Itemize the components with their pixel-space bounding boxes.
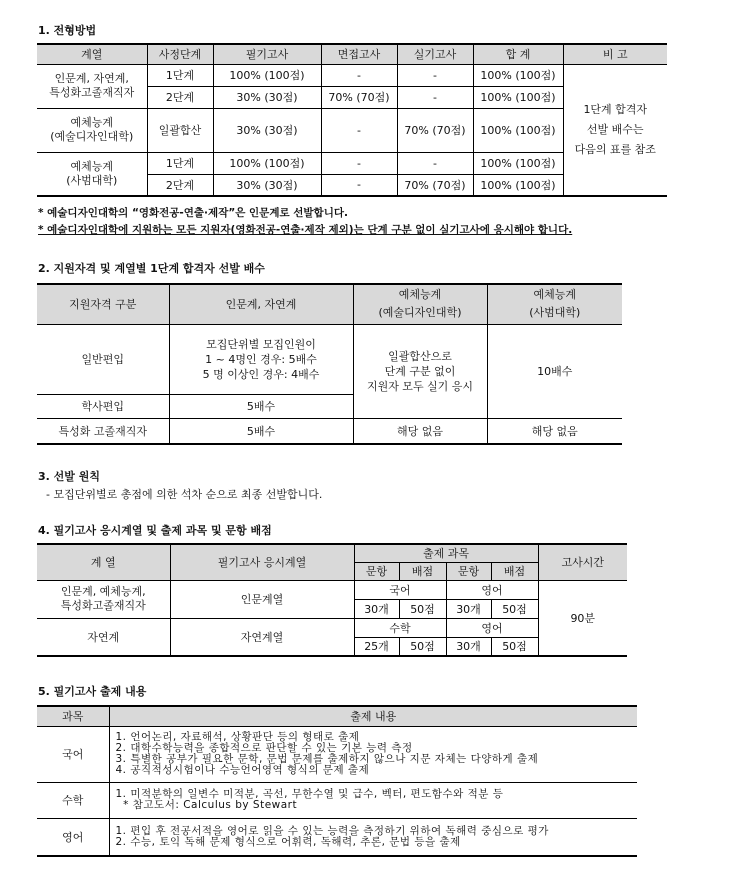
interview-cell: - [321,64,397,86]
section-5-heading: 5. 필기고사 출제 내용 [38,685,147,698]
edu-cell: 해당 없음 [487,418,622,444]
subject-cell: 영어 [446,618,538,637]
stage-cell: 일괄합산 [147,108,213,152]
interview-cell: 70% (70점) [321,86,397,108]
score-cell: 50점 [491,599,538,618]
total-cell: 100% (100점) [473,86,563,108]
art-merged-cell: 일괄합산으로 단계 구분 없이 지원자 모두 실기 응시 [353,324,487,418]
table-header-row [37,44,667,64]
header-cell: 예체능계 (예술디자인대학) [353,284,487,324]
total-cell: 100% (100점) [473,152,563,174]
content-cell: 1. 편입 후 전공서적을 영어로 읽을 수 있는 능력을 측정하기 위하여 독해력 중심으로 평가 2. 수능, 토익 독해 문제 형식으로 어휘력, 독해력, 추론, 문법 등을 출제 [109,818,637,856]
header-cell: 합 계 [473,44,563,64]
header-cell: 필기고사 [213,44,321,64]
header-cell: 배점 [491,562,538,580]
header-cell: 인문계, 자연계 [169,284,353,324]
header-cell: 계 열 [37,544,170,580]
practical-cell: - [397,86,473,108]
subject-cell: 국어 [37,726,109,782]
header-cell: 면접고사 [321,44,397,64]
art-cell: 해당 없음 [353,418,487,444]
note-film-major: * 예술디자인대학의 “영화전공-연출·제작”은 인문계로 선발합니다. [38,207,348,219]
row-label: 특성화 고졸재직자 [37,418,169,444]
header-cell: 예체능계 (사범대학) [487,284,622,324]
note-practical-exam: * 예술디자인대학에 지원하는 모든 지원자(영화전공-연출·제작 제외)는 단계 구분 없이 실기고사에 응시해야 합니다. [38,224,573,236]
header-cell: 문항 [354,562,399,580]
score-cell: 50점 [491,637,538,656]
header-cell: 문항 [446,562,491,580]
section-4 [38,524,272,538]
practical-cell: 70% (70점) [397,108,473,152]
total-cell: 100% (100점) [473,174,563,196]
table-row [37,782,637,818]
section-4-heading: 4. 필기고사 응시계열 및 출제 과목 및 문항 배점 [38,524,272,537]
written-cell: 30% (30점) [213,86,321,108]
content-cell: 1. 미적분학의 일변수 미적분, 곡선, 무한수열 및 급수, 벡터, 편도함수와 적분 등 * 참고도서: Calculus by Stewart [109,782,637,818]
series-cell: 예체능계 (사범대학) [37,152,147,196]
header-cell: 출제 과목 [354,544,538,562]
series-cell: 예체능계 (예술디자인대학) [37,108,147,152]
table-header-row [37,284,622,324]
score-cell: 50점 [399,599,446,618]
practical-cell: - [397,64,473,86]
header-cell: 실기고사 [397,44,473,64]
row-label: 학사편입 [37,394,169,418]
exam-series-cell: 인문계열 [170,580,354,618]
header-cell: 배점 [399,562,446,580]
subject-cell: 수학 [37,782,109,818]
interview-cell: - [321,152,397,174]
table-row [37,324,622,394]
practical-cell: 70% (70점) [397,174,473,196]
section-2-heading: 2. 지원자격 및 계열별 1단계 합격자 선발 배수 [38,262,265,275]
remark-cell: 1단계 합격자 선발 배수는 다음의 표를 참조 [563,64,667,196]
exam-time-cell: 90분 [538,580,627,656]
ratio-cell: 5배수 [169,418,353,444]
header-cell: 필기고사 응시계열 [170,544,354,580]
header-cell: 과목 [37,706,109,726]
section-1-heading: 1. 전형방법 [38,24,97,37]
table-row [37,580,627,599]
section-1 [38,24,96,38]
exam-series-cell: 자연계열 [170,618,354,656]
section-3-heading: 3. 선발 원칙 [38,470,100,483]
section-3 [38,470,322,502]
row-label: 일반편입 [37,324,169,394]
table-row [37,726,637,782]
stage-cell: 1단계 [147,64,213,86]
count-cell: 25개 [354,637,399,656]
total-cell: 100% (100점) [473,64,563,86]
header-cell: 계열 [37,44,147,64]
selection-ratio-table [37,283,622,445]
table-row [37,818,637,856]
written-cell: 30% (30점) [213,108,321,152]
subject-cell: 국어 [354,580,446,599]
score-cell: 50점 [399,637,446,656]
written-cell: 100% (100점) [213,152,321,174]
written-cell: 100% (100점) [213,64,321,86]
table-row [37,64,667,86]
stage-cell: 1단계 [147,152,213,174]
count-cell: 30개 [446,637,491,656]
ratio-cell: 5배수 [169,394,353,418]
exam-content-table [37,705,637,857]
header-cell: 지원자격 구분 [37,284,169,324]
series-cell: 인문계, 자연계, 특성화고졸재직자 [37,64,147,108]
table-row [37,418,622,444]
stage-cell: 2단계 [147,174,213,196]
total-cell: 100% (100점) [473,108,563,152]
selection-principle-text: - 모집단위별로 총점에 의한 석차 순으로 최종 선발합니다. [46,488,323,501]
subject-cell: 수학 [354,618,446,637]
header-cell: 비 고 [563,44,667,64]
ratio-cell: 모집단위별 모집인원이 1 ~ 4명인 경우: 5배수 5 명 이상인 경우: 4배수 [169,324,353,394]
count-cell: 30개 [354,599,399,618]
header-cell: 출제 내용 [109,706,637,726]
interview-cell: - [321,108,397,152]
edu-merged-cell: 10배수 [487,324,622,418]
table-header-row [37,544,627,562]
interview-cell: - [321,174,397,196]
header-cell: 사정단계 [147,44,213,64]
exam-subjects-table [37,543,627,657]
header-cell: 고사시간 [538,544,627,580]
practical-cell: - [397,152,473,174]
section-1-notes [38,205,572,239]
subject-cell: 영어 [446,580,538,599]
stage-cell: 2단계 [147,86,213,108]
written-cell: 30% (30점) [213,174,321,196]
series-cell: 자연계 [37,618,170,656]
selection-method-table [37,43,667,197]
content-cell: 1. 언어논리, 자료해석, 상황판단 등의 형태로 출제 2. 대학수학능력을 종합적으로 판단할 수 있는 기본 능력 측정 3. 특별한 공부가 필요한 문학, 문법 문제를 출제하지 않으나 지문 자체는 다양하게 출제 4. 공직적성시험이나 수능언어영역 형식의 문제 출제 [109,726,637,782]
count-cell: 30개 [446,599,491,618]
table-header-row [37,706,637,726]
section-5 [38,685,146,699]
section-2 [38,262,265,276]
series-cell: 인문계, 예체능계, 특성화고졸재직자 [37,580,170,618]
subject-cell: 영어 [37,818,109,856]
